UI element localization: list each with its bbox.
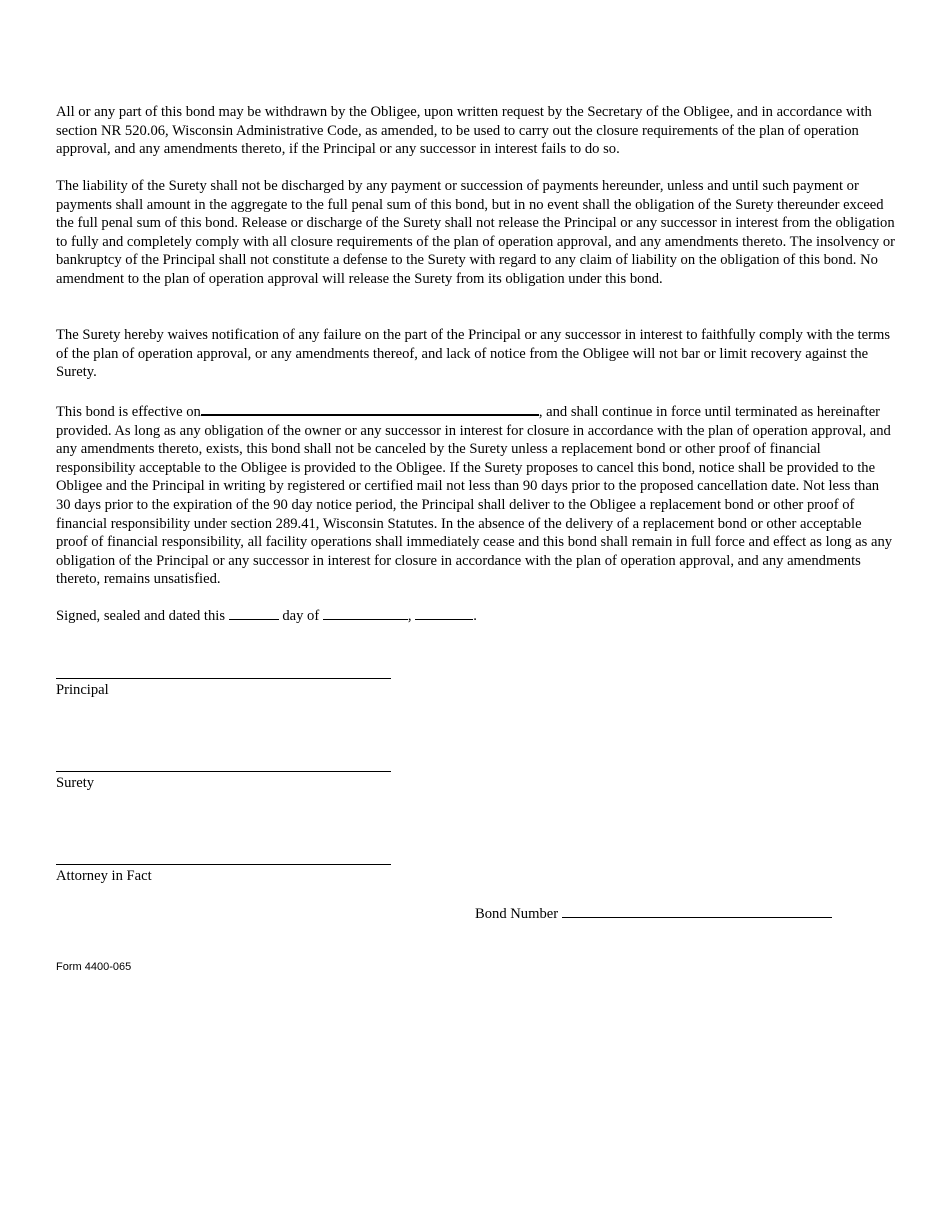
effective-date-field[interactable] (201, 400, 539, 416)
form-number: Form 4400-065 (56, 961, 132, 973)
year-field[interactable] (415, 605, 473, 620)
effective-date-label: This bond is effective on (56, 404, 201, 420)
notification-waiver-paragraph: The Surety hereby waives notification of any failure on the part of the Principal or any successor in interest to faithfully comply with the terms of the plan of operation approval, or any amendments thereof, and lack of notice from the Obligee will not bar or limit recovery against the Surety. (56, 327, 891, 381)
attorney-signature-line[interactable] (56, 864, 391, 865)
day-field[interactable] (229, 605, 279, 620)
effective-date-paragraph-text: , and shall continue in force until terminated as hereinafter provided. As long as any obligation of the owner or any successor in interest for closure in accordance with the plan of operation approval, and any amendments thereto, exists, this bond shall not be canceled by the Surety unless a replacement bond or other proof of financial responsibility acceptable to the Obligee is provided to the Obligee. If the Surety proposes to cancel this bond, notice shall be provided to the Obligee and the Principal in writing by registered or certified mail not less than 90 days prior to the proposed cancellation date. Not less than 30 days prior to the expiration of the 90 day notice period, the Principal shall deliver to the Obligee a replacement bond or other proof of financial responsibility under section 289.41, Wisconsin Statutes. In the absence of the delivery of a replacement bond or other acceptable proof of financial responsibility, all facility operations shall immediately cease and this bond shall remain in full force and effect as long as any obligation of the Principal or any successor in interest for closure in accordance with the plan of operation approval, and any amendments thereto, remains unsatisfied. (56, 404, 893, 588)
withdrawal-paragraph: All or any part of this bond may be withdrawn by the Obligee, upon written request by the Secretary of the Obligee, and in accordance with section NR 520.06, Wisconsin Administrative Code, as amended, to be used to carry out the closure requirements of the plan of operation approval, and any amendments thereto, if the Principal or any successor in interest fails to do so. (56, 104, 872, 158)
signed-dated-line (56, 605, 477, 626)
bond-number-label: Bond Number (475, 906, 559, 922)
comma-separator: , (407, 608, 412, 624)
effective-date-paragraph (56, 400, 896, 589)
surety-signature-line[interactable] (56, 771, 391, 772)
principal-label: Principal (56, 682, 109, 698)
bond-number-row (475, 903, 832, 923)
bond-number-field[interactable] (562, 903, 832, 918)
principal-signature-line[interactable] (56, 678, 391, 679)
month-field[interactable] (323, 605, 408, 620)
surety-label: Surety (56, 775, 95, 791)
attorney-in-fact-label: Attorney in Fact (56, 868, 152, 884)
signed-prefix: Signed, sealed and dated this (56, 608, 226, 624)
day-of-label: day of (282, 608, 320, 624)
period-mark: . (473, 608, 477, 624)
surety-liability-paragraph: The liability of the Surety shall not be discharged by any payment or succession of payments hereunder, unless and until such payment or payments shall amount in the aggregate to the full penal sum of this bond, but in no event shall the obligation of the Surety thereunder exceed the full penal sum of this bond. Release or discharge of the Surety shall not release the Principal or any successor in interest from the obligation to fully and completely comply with all closure requirements of the plan of operation approval, and any amendments thereto. The insolvency or bankruptcy of the Principal shall not constitute a defense to the Surety with regard to any claim of liability on the obligation of this bond. No amendment to the plan of operation approval will release the Surety from its obligation under this bond. (56, 178, 896, 287)
